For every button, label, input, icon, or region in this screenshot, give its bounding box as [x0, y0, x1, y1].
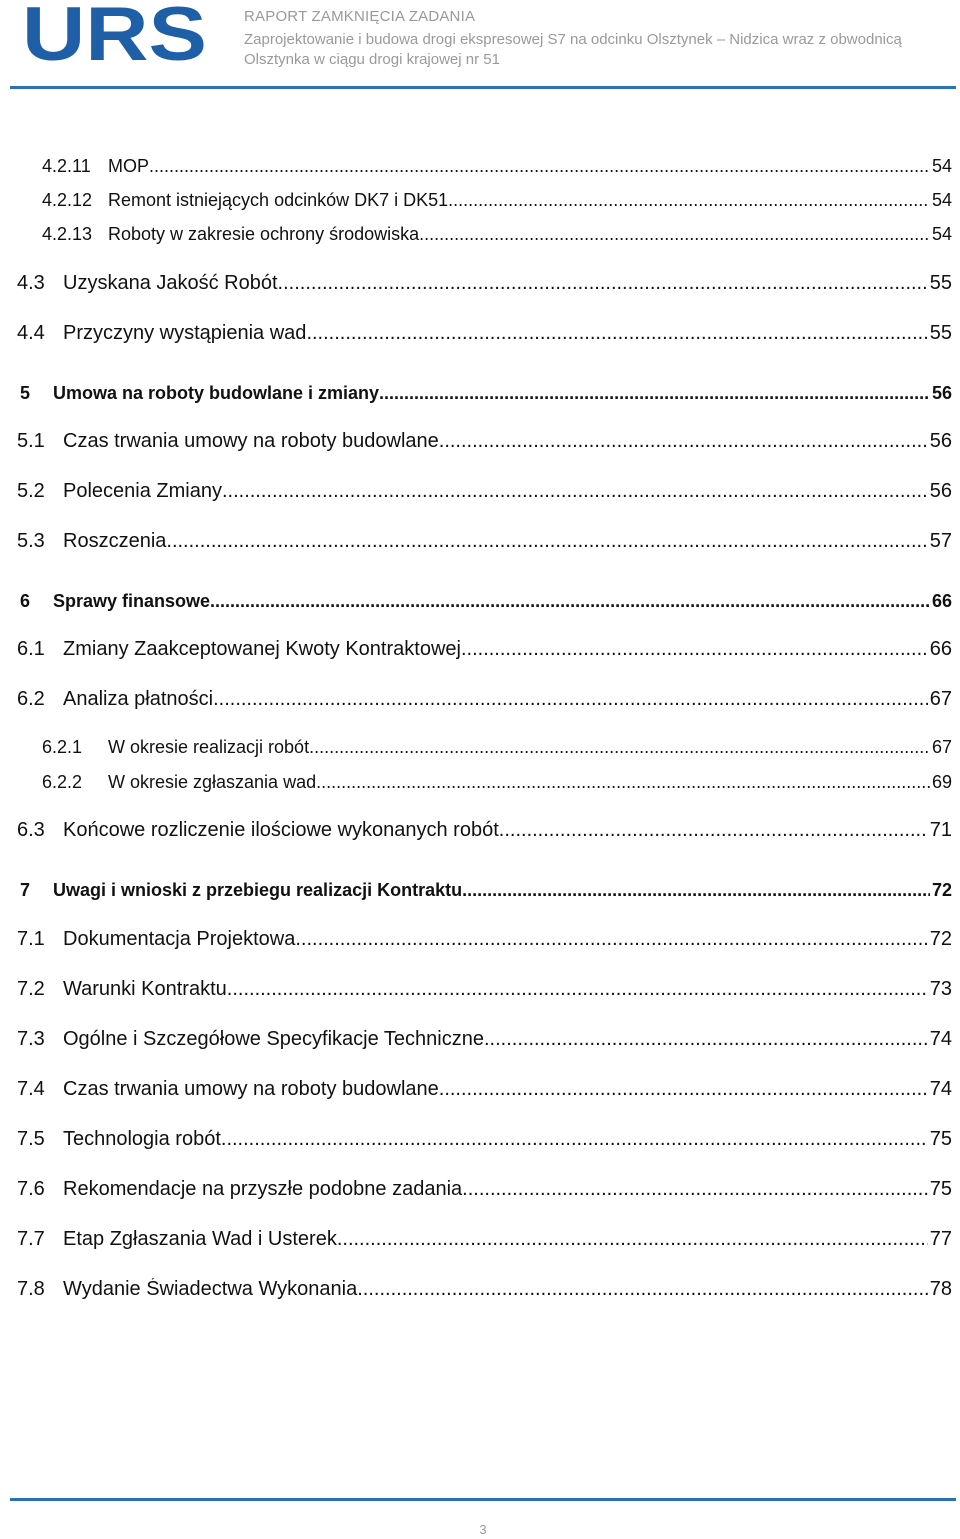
toc-entry-number: 6.2	[17, 688, 45, 710]
toc-entry-page: 74	[929, 1028, 952, 1050]
toc-entry-title: Sprawy finansowe	[53, 591, 211, 611]
toc-dot-leader	[379, 383, 930, 404]
toc-entry-body	[53, 383, 952, 404]
toc-entry-page: 57	[929, 530, 952, 552]
toc-entry-body	[63, 1228, 952, 1251]
toc-dot-leader	[213, 688, 928, 711]
toc-dot-leader	[306, 322, 927, 345]
toc-entry-title: Uzyskana Jakość Robót	[63, 272, 278, 294]
toc-entry-body	[63, 480, 952, 503]
toc-entry-number: 7.5	[17, 1128, 45, 1150]
toc-entry-page: 74	[929, 1078, 952, 1100]
page-number: 3	[479, 1522, 487, 1537]
toc-entry-title: Rekomendacje na przyszłe podobne zadania	[63, 1178, 463, 1200]
toc-dot-leader	[357, 1278, 928, 1301]
toc-entry-title: Zmiany Zaakceptowanej Kwoty Kontraktowej	[63, 638, 461, 660]
toc-entry-title: Wydanie Świadectwa Wykonania	[63, 1278, 358, 1300]
toc-entry-number: 4.2.11	[42, 156, 91, 176]
page-header	[0, 0, 960, 92]
toc-entry-body	[108, 772, 952, 793]
toc-entry-number: 7.8	[17, 1278, 45, 1300]
toc-dot-leader	[166, 530, 927, 553]
toc-entry-title: Warunki Kontraktu	[63, 978, 227, 1000]
toc-dot-leader	[484, 1028, 928, 1051]
toc-entry-body	[108, 737, 952, 758]
report-title: RAPORT ZAMKNIĘCIA ZADANIA	[244, 8, 476, 25]
toc-entry-number: 5.1	[17, 430, 45, 452]
toc-entry-page: 73	[929, 978, 952, 1000]
toc-entry-page: 55	[929, 322, 952, 344]
toc-entry-page: 72	[931, 880, 952, 900]
header-divider	[10, 86, 956, 89]
toc-entry-title: Technologia robót	[63, 1128, 221, 1150]
toc-entry-number: 7.1	[17, 928, 45, 950]
toc-entry-body	[63, 1028, 952, 1051]
toc-entry-title: Roszczenia	[63, 530, 167, 552]
toc-entry-title: Końcowe rozliczenie ilościowe wykonanych robót	[63, 819, 499, 841]
toc-dot-leader	[316, 772, 930, 793]
toc-entry-number: 6.2.2	[42, 772, 83, 792]
toc-entry-title: Roboty w zakresie ochrony środowiska	[108, 224, 420, 244]
toc-entry-body	[63, 1178, 952, 1201]
toc-entry-title: Czas trwania umowy na roboty budowlane	[63, 1078, 439, 1100]
toc-entry-title: Uwagi i wnioski z przebiegu realizacji Kontraktu	[53, 880, 463, 900]
toc-entry-number: 6	[20, 591, 31, 611]
toc-entry-body	[53, 591, 952, 612]
footer-divider	[10, 1498, 956, 1501]
toc-dot-leader	[439, 1078, 928, 1101]
toc-entry-body	[108, 224, 952, 245]
toc-dot-leader	[278, 272, 928, 295]
toc-entry-title: Umowa na roboty budowlane i zmiany	[53, 383, 380, 403]
toc-entry-page: 66	[929, 638, 952, 660]
toc-entry-title: Ogólne i Szczegółowe Specyfikacje Techniczne	[63, 1028, 484, 1050]
toc-entry-number: 7	[20, 880, 31, 900]
toc-dot-leader	[462, 880, 930, 901]
toc-entry-page: 66	[931, 591, 952, 611]
toc-entry-page: 72	[929, 928, 952, 950]
toc-entry-body	[63, 530, 952, 553]
toc-entry-page: 75	[929, 1178, 952, 1200]
toc-entry-page: 56	[929, 430, 952, 452]
toc-dot-leader	[222, 480, 928, 503]
toc-entry-number: 4.4	[17, 322, 45, 344]
toc-entry-page: 67	[931, 737, 952, 757]
toc-entry-title: W okresie zgłaszania wad	[108, 772, 317, 792]
header-text	[244, 8, 954, 70]
urs-logo	[22, 2, 207, 66]
toc-entry-title: Remont istniejących odcinków DK7 i DK51	[108, 190, 449, 210]
toc-entry-page: 77	[929, 1228, 952, 1250]
toc-dot-leader	[448, 190, 930, 211]
toc-entry-title: Dokumentacja Projektowa	[63, 928, 296, 950]
toc-entry-page: 56	[929, 480, 952, 502]
toc-entry-title: MOP	[108, 156, 150, 176]
svg-text:URS: URS	[22, 2, 207, 66]
toc-entry-number: 4.3	[17, 272, 45, 294]
toc-entry-number: 7.3	[17, 1028, 45, 1050]
toc-entry-number: 6.2.1	[42, 737, 83, 757]
toc-entry-number: 6.1	[17, 638, 45, 660]
toc-entry-body	[63, 819, 952, 842]
report-subtitle-line1: Zaprojektowanie i budowa drogi ekspresowej S7 na odcinku Olsztynek – Nidzica wraz z obwodnicą	[244, 31, 902, 48]
toc-entry-title: Analiza płatności	[63, 688, 214, 710]
toc-entry-title: Polecenia Zmiany	[63, 480, 222, 502]
toc-dot-leader	[221, 1128, 928, 1151]
toc-entry-page: 78	[929, 1278, 952, 1300]
toc-entry-number: 6.3	[17, 819, 45, 841]
toc-dot-leader	[149, 156, 930, 177]
toc-entry-body	[63, 272, 952, 295]
toc-dot-leader	[499, 819, 928, 842]
toc-entry-number: 5	[20, 383, 31, 403]
toc-entry-page: 56	[931, 383, 952, 403]
toc-entry-number: 7.2	[17, 978, 45, 1000]
toc-dot-leader	[337, 1228, 928, 1251]
toc-entry-body	[108, 190, 952, 211]
toc-entry-body	[63, 1078, 952, 1101]
toc-entry-page: 54	[931, 156, 952, 176]
toc-entry-title: Przyczyny wystąpienia wad	[63, 322, 307, 344]
toc-entry-page: 54	[931, 224, 952, 244]
toc-dot-leader	[439, 430, 928, 453]
toc-entry-title: Etap Zgłaszania Wad i Usterek	[63, 1228, 337, 1250]
toc-entry-body	[63, 638, 952, 661]
toc-entry-page: 75	[929, 1128, 952, 1150]
toc-entry-number: 4.2.12	[42, 190, 93, 210]
toc-entry-body	[63, 688, 952, 711]
toc-entry-page: 55	[929, 272, 952, 294]
toc-entry-number: 7.4	[17, 1078, 45, 1100]
toc-entry-body	[63, 322, 952, 345]
toc-entry-body	[63, 928, 952, 951]
toc-entry-number: 5.2	[17, 480, 45, 502]
toc-dot-leader	[210, 591, 930, 612]
toc-dot-leader	[419, 224, 930, 245]
toc-entry-page: 67	[929, 688, 952, 710]
toc-entry-body	[63, 430, 952, 453]
toc-entry-title: Czas trwania umowy na roboty budowlane	[63, 430, 439, 452]
toc-entry-body	[53, 880, 952, 901]
toc-entry-page: 54	[931, 190, 952, 210]
report-subtitle-line2: Olsztynka w ciągu drogi krajowej nr 51	[244, 51, 500, 68]
toc-dot-leader	[309, 737, 930, 758]
toc-dot-leader	[461, 638, 928, 661]
toc-dot-leader	[295, 928, 927, 951]
toc-entry-number: 7.7	[17, 1228, 45, 1250]
toc-entry-number: 4.2.13	[42, 224, 93, 244]
toc-entry-body	[63, 1128, 952, 1151]
toc-entry-number: 5.3	[17, 530, 45, 552]
toc-entry-body	[63, 978, 952, 1001]
toc-entry-page: 69	[931, 772, 952, 792]
toc-dot-leader	[462, 1178, 928, 1201]
toc-entry-title: W okresie realizacji robót	[108, 737, 310, 757]
toc-entry-page: 71	[929, 819, 952, 841]
toc-entry-body	[63, 1278, 952, 1301]
toc-dot-leader	[227, 978, 928, 1001]
toc-entry-number: 7.6	[17, 1178, 45, 1200]
toc-entry-body	[108, 156, 952, 177]
